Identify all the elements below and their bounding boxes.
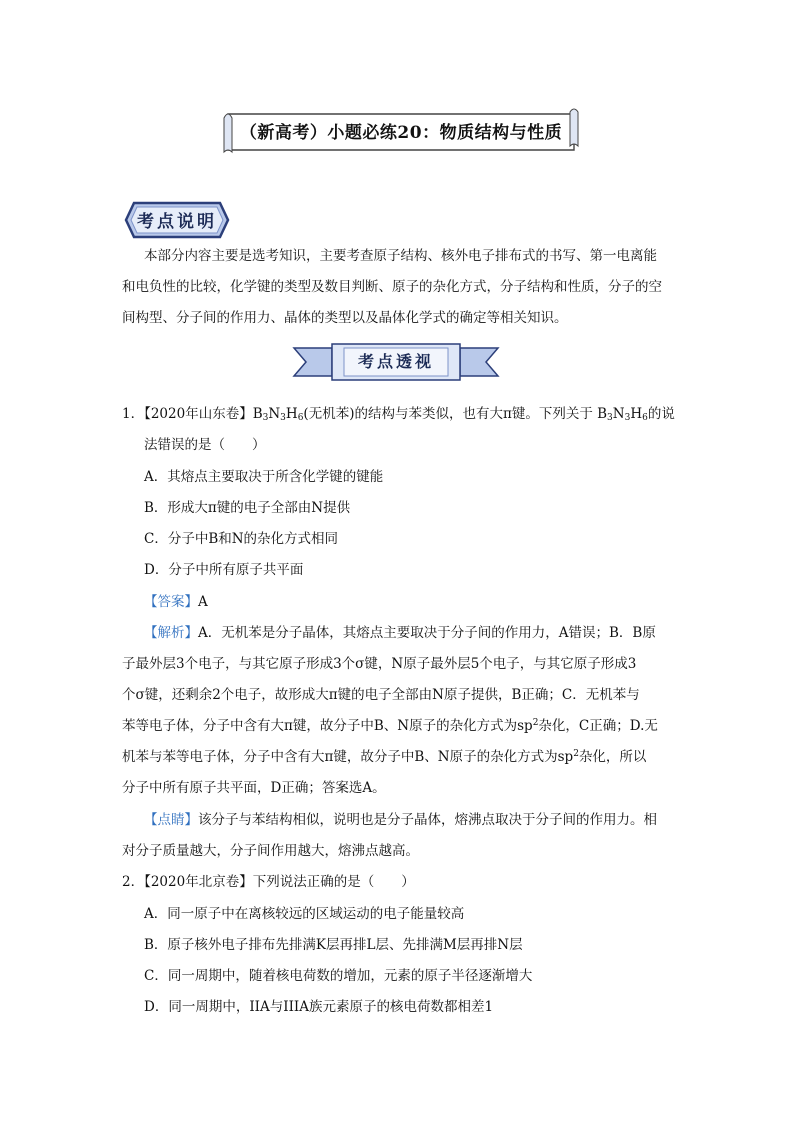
q1-analysis-line-4: 苯等电子体，分子中含有大π键，故分子中B、N原子的杂化方式为$sp^2$杂化，C正确；D.无 bbox=[122, 718, 658, 734]
q2-option-c: C．同一周期中，随着核电荷数的增加，元素的原子半径逐渐增大 bbox=[144, 968, 533, 984]
q1-analysis-line-1: 【解析】A．无机苯是分子晶体，其熔点主要取决于分子间的作用力，A错误；B．B原 bbox=[144, 625, 656, 641]
q1-analysis-line-5: 机苯与苯等电子体，分子中含有大π键，故分子中B、N原子的杂化方式为$sp^2$杂化，所以 bbox=[122, 749, 647, 765]
section-badge-label: 考点说明 bbox=[137, 212, 217, 232]
analysis-tag: 【解析】 bbox=[144, 625, 198, 641]
q1-stem-line2: 法错误的是（ ） bbox=[144, 437, 266, 453]
intro-line-1: 本部分内容主要是选考知识，主要考查原子结构、核外电子排布式的书写、第一电离能 bbox=[144, 248, 657, 264]
q2-source: 【2020年北京卷】 bbox=[144, 874, 253, 890]
q1-answer: 【答案】A bbox=[144, 594, 208, 610]
q1-number: 1． bbox=[122, 406, 145, 422]
q2-option-d: D．同一周期中，IIA与IIIA族元素原子的核电荷数都相差1 bbox=[144, 999, 494, 1015]
q1-option-b: B．形成大π键的电子全部由N提供 bbox=[144, 500, 351, 516]
q1-analysis-line-3: 个σ键，还剩余2个电子，故形成大π键的电子全部由N原子提供，B正确；C．无机苯与 bbox=[122, 687, 640, 703]
intro-line-3: 间构型、分子间的作用力、晶体的类型以及晶体化学式的确定等相关知识。 bbox=[122, 310, 568, 326]
q1-option-d: D．分子中所有原子共平面 bbox=[144, 562, 304, 578]
q1-note-line-2: 对分子质量越大，分子间作用越大，熔沸点越高。 bbox=[122, 843, 419, 859]
note-tag: 【点睛】 bbox=[144, 812, 198, 828]
page-title: （新高考）小题必练20：物质结构与性质 bbox=[239, 123, 563, 143]
q1-note-line-1: 【点睛】该分子与苯结构相似，说明也是分子晶体，熔沸点取决于分子间的作用力。相 bbox=[144, 812, 657, 828]
q2-number: 2． bbox=[122, 874, 145, 890]
answer-tag: 【答案】 bbox=[144, 594, 198, 610]
q1-analysis-line-2: 子最外层3个电子，与其它原子形成3个σ键，N原子最外层5个电子，与其它原子形成3 bbox=[122, 656, 637, 672]
q2-stem: 2．【2020年北京卷】下列说法正确的是（ ） bbox=[122, 874, 415, 890]
q1-analysis-line-6: 分子中所有原子共平面，D正确；答案选A。 bbox=[122, 780, 386, 796]
q1-option-c: C．分子中B和N的杂化方式相同 bbox=[144, 531, 339, 547]
intro-line-2: 和电负性的比较，化学键的类型及数目判断、原子的杂化方式，分子结构和性质，分子的空 bbox=[122, 279, 662, 295]
q2-option-a: A．同一原子中在离核较远的区域运动的电子能量较高 bbox=[144, 906, 465, 922]
q1-source: 【2020年山东卷】 bbox=[144, 406, 253, 422]
section-banner-label: 考点透视 bbox=[357, 352, 434, 371]
q1-stem: 1．【2020年山东卷】$B_3N_3H_6$(无机苯)的结构与苯类似，也有大π键。下列关于 $B_3N_3H_6$的说 bbox=[122, 406, 675, 423]
q1-option-a: A．其熔点主要取决于所含化学键的键能 bbox=[144, 469, 384, 485]
q2-option-b: B．原子核外电子排布先排满K层再排L层、先排满M层再排N层 bbox=[144, 937, 523, 953]
